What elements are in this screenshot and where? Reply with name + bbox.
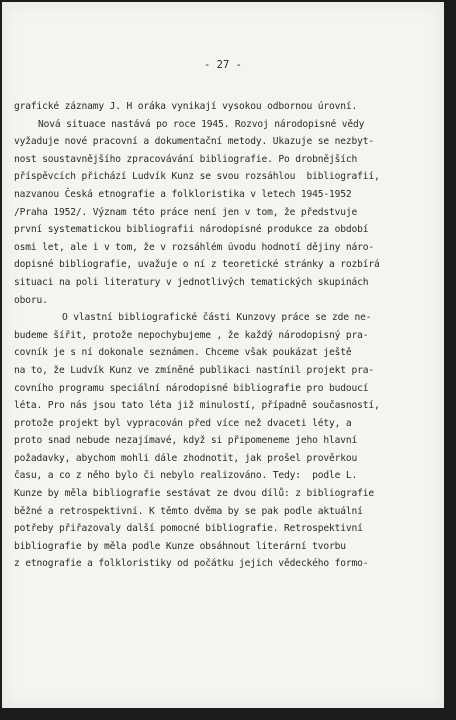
text-line: Nová situace nastává po roce 1945. Rozvoj národopisné vědy	[38, 118, 365, 130]
text-line: osmi let, ale i v tom, že v rozsáhlém úvodu hodnotí dějiny náro-	[14, 241, 375, 253]
text-line: bibliografie by měla podle Kunze obsáhnout literární tvorbu	[14, 540, 346, 552]
text-line: Kunze by měla bibliografie sestávat ze dvou dílů: z bibliografie	[14, 488, 375, 500]
text-line: situaci na poli literatury v jednotlivých tematických skupinách	[14, 276, 369, 288]
text-line: potřeby přiřazovaly další pomocné bibliografie. Retrospektivní	[14, 523, 363, 535]
text-line: /Praha 1952/. Význam této práce není jen v tom, že předstvuje	[14, 206, 358, 218]
text-line: běžné a retrospektivní. K těmto dvěma by se pak podle aktuální	[14, 505, 363, 517]
text-line: oboru.	[14, 294, 48, 306]
text-line: na to, že Ludvík Kunz ve zmíněné publikaci nastínil projekt pra-	[14, 364, 375, 376]
text-line: dopisné bibliografie, uvažuje o ní z teoretické stránky a rozbírá	[14, 259, 380, 271]
text-line: protože projekt byl vypracován před více než dvaceti léty, a	[14, 417, 352, 429]
text-line: požadavky, abychom mohli dále zhodnotit, jak prošel prověrkou	[14, 452, 358, 464]
text-line: příspěvcích přichází Ludvík Kunz se svou rozsáhlou bibliografií,	[14, 171, 380, 183]
text-line: budeme šířit, protože nepochybujeme , že každý národopisný pra-	[14, 329, 369, 341]
text-line: O vlastní bibliografické části Kunzovy práce se zde ne-	[62, 312, 372, 324]
text-line: covního programu speciální národopisné bibliografie pro budoucí	[14, 382, 369, 394]
text-line: času, a co z něho bylo či nebylo realizováno. Tedy: podle L.	[14, 470, 358, 482]
text-line: první systematickou bibliografii národopisné produkce za období	[14, 224, 369, 236]
body-text	[14, 98, 414, 573]
text-line: grafické záznamy J. H oráka vynikají vysokou odbornou úrovní.	[14, 101, 358, 112]
text-line: covník je s ní dokonale seznámen. Chceme však poukázat ještě	[14, 347, 352, 359]
text-line: nost soustavnějšího zpracovávání bibliografie. Po drobnějších	[14, 153, 358, 165]
text-line: nazvanou Česká etnografie a folkloristika v letech 1945-1952	[14, 188, 352, 200]
paper-sheet	[2, 2, 444, 708]
page-number: - 27 -	[204, 59, 242, 71]
text-line: léta. Pro nás jsou tato léta již minulostí, případně současností,	[14, 400, 380, 412]
text-line: proto snad nebude nezajímavé, když si připomeneme jeho hlavní	[14, 435, 358, 447]
text-line: vyžaduje nové pracovní a dokumentační metody. Ukazuje se nezbyt-	[14, 136, 375, 148]
text-line: z etnografie a folkloristiky od počátku jejich vědeckého formo-	[14, 558, 369, 570]
